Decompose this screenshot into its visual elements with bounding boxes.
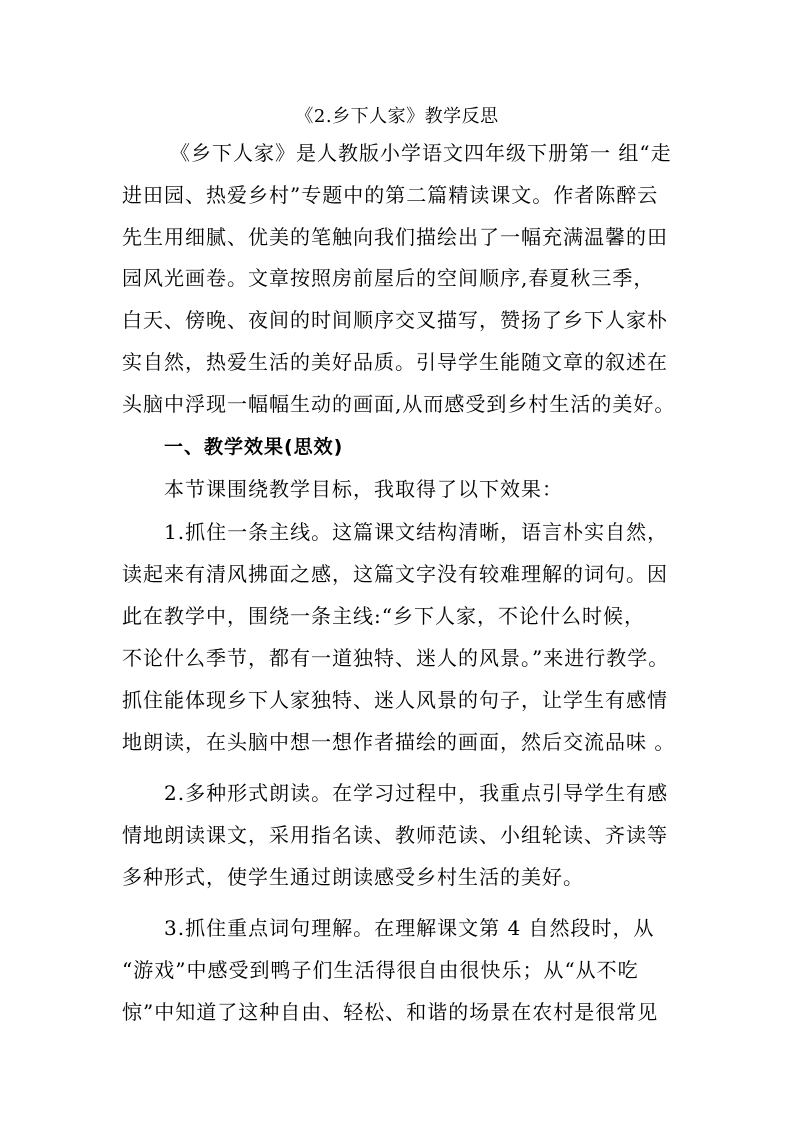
point2-line-1: 2.多种形式朗读。在学习过程中，我重点引导学生有感 <box>164 781 669 805</box>
point3-line-2: “游戏”中感受到鸭子们生活得很自由很快乐；从“从不吃 <box>122 958 639 982</box>
point3-line-1: 3.抓住重点词句理解。在理解课文第 4 自然段时，从 <box>164 916 655 940</box>
intro-line-3: 先生用细腻、优美的笔触向我们描绘出了一幅充满温馨的田 <box>122 225 668 249</box>
section-lead: 本节课围绕教学目标，我取得了以下效果： <box>164 477 563 501</box>
point1-line-5: 抓住能体现乡下人家独特、迷人风景的句子，让学生有感情 <box>122 688 668 712</box>
point1-line-2: 读起来有清风拂面之感，这篇文字没有较难理解的词句。因 <box>122 562 668 586</box>
section-heading: 一、教学效果(思效) <box>164 436 344 458</box>
point1-line-4: 不论什么季节，都有一道独特、迷人的风景。”来进行教学。 <box>122 646 670 670</box>
intro-line-5: 白天、傍晚、夜间的时间顺序交叉描写，赞扬了乡下人家朴 <box>122 308 668 332</box>
point1-line-1: 1.抓住一条主线。这篇课文结构清晰，语言朴实自然， <box>164 520 669 544</box>
point1-line-3: 此在教学中，围绕一条主线:“乡下人家，不论什么时候， <box>122 604 645 628</box>
intro-line-1: 《乡下人家》是人教版小学语文四年级下册第一 组“走 <box>170 141 672 165</box>
intro-line-2: 进田园、热爱乡村”专题中的第二篇精读课文。作者陈醉云 <box>122 183 659 207</box>
document-title: 《2.乡下人家》教学反思 <box>295 106 499 127</box>
intro-line-4: 园风光画卷。文章按照房前屋后的空间顺序,春夏秋三季， <box>122 266 655 290</box>
intro-line-6: 实自然，热爱生活的美好品质。引导学生能随文章的叙述在 <box>122 350 668 374</box>
point1-line-6: 地朗读，在头脑中想一想作者描绘的画面，然后交流品味 。 <box>122 730 676 754</box>
intro-line-7: 头脑中浮现一幅幅生动的画面,从而感受到乡村生活的美好。 <box>122 392 676 416</box>
point2-line-3: 多种形式，使学生通过朗读感受乡村生活的美好。 <box>122 865 584 889</box>
point2-line-2: 情地朗读课文，采用指名读、教师范读、小组轮读、齐读等 <box>122 823 668 847</box>
point3-line-3: 惊”中知道了这种自由、轻松、和谐的场景在农村是很常见 <box>122 1000 659 1024</box>
